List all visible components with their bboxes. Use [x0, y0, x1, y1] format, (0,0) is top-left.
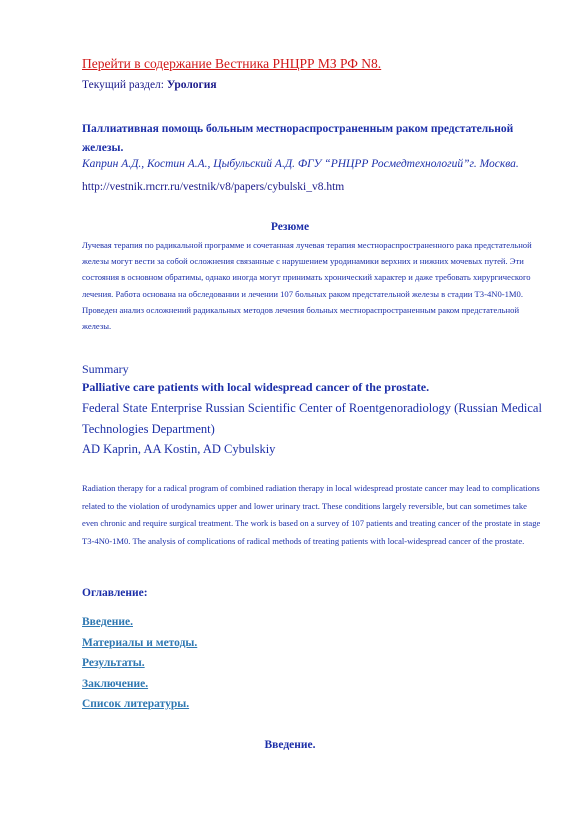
introduction-heading: Введение. — [264, 739, 316, 751]
authors-en: AD Kaprin, AA Kostin, AD Cybulskiy — [82, 442, 276, 456]
resume-heading: Резюме — [270, 221, 310, 233]
current-section-label: Текущий раздел: — [82, 79, 167, 91]
current-section-value: Урология — [166, 79, 217, 91]
toc-link-materials-methods[interactable]: Материалы и методы. — [82, 636, 198, 649]
toc-item — [82, 633, 542, 654]
authors-ru: Каприн А.Д., Костин А.А., Цыбульский А.Д. ФГУ “РНЦРР Росмедтехнологий”г. Москва. — [82, 158, 519, 170]
toc-item — [82, 612, 542, 633]
current-section — [82, 78, 542, 92]
summary-heading: Summary — [82, 362, 129, 376]
article-url: http://vestnik.rncrr.ru/vestnik/v8/papers/cybulski_v8.htm — [82, 181, 345, 193]
toc-link-references[interactable]: Список литературы. — [82, 698, 190, 710]
article-title-en: Palliative care patients with local widespread cancer of the prostate. — [82, 380, 430, 394]
journal-contents-link[interactable]: Перейти в содержание Вестника РНЦРР МЗ РФ N8. — [82, 56, 382, 71]
article-title-ru: Паллиативная помощь больным местнораспространенным раком предстательной железы. — [82, 123, 514, 154]
toc-list — [82, 612, 542, 715]
abstract-ru: Лучевая терапия по радикальной программе и сочетанная лучевая терапия местнораспространенного рака предстательной железы могут вести за собой осложнения связанные с нарушением уродинамики верхних и нижних мочевых путей. Эти состояния в основном обратимы, однако иногда могут принимать хронический характер и даже требовать хирургического лечения. Работа основана на обследовании и лечении 107 больных раком предстательной железы в стадии Т3-4N0-1M0. Проведен анализ осложнений радикальных методов лечения больных местнораспространенным раком предстательной железы. — [82, 240, 532, 332]
toc-link-results[interactable]: Результаты. — [82, 657, 145, 669]
institution-en: Federal State Enterprise Russian Scientific Center of Roentgenoradiology (Russian Medical Technologies Department) — [82, 401, 542, 436]
toc-heading: Оглавление: — [82, 587, 148, 599]
toc-item — [82, 694, 542, 715]
toc-link-conclusion[interactable]: Заключение. — [82, 677, 149, 690]
toc-link-introduction[interactable]: Введение. — [82, 616, 133, 628]
toc-item — [82, 653, 542, 674]
toc-item — [82, 674, 542, 695]
abstract-en: Radiation therapy for a radical program of combined radiation therapy in local widespread prostate cancer may lead to complications related to the violation of urodynamics upper and lower urinary tract. These conditions largely reversible, but can sometimes take even chronic and require surgical treatment. The work is based on a survey of 107 patients and treating cancer of the prostate in stage T3-4N0-1M0. The analysis of complications of radical methods of treating patients with local-widespread cancer of the prostate. — [82, 483, 541, 547]
